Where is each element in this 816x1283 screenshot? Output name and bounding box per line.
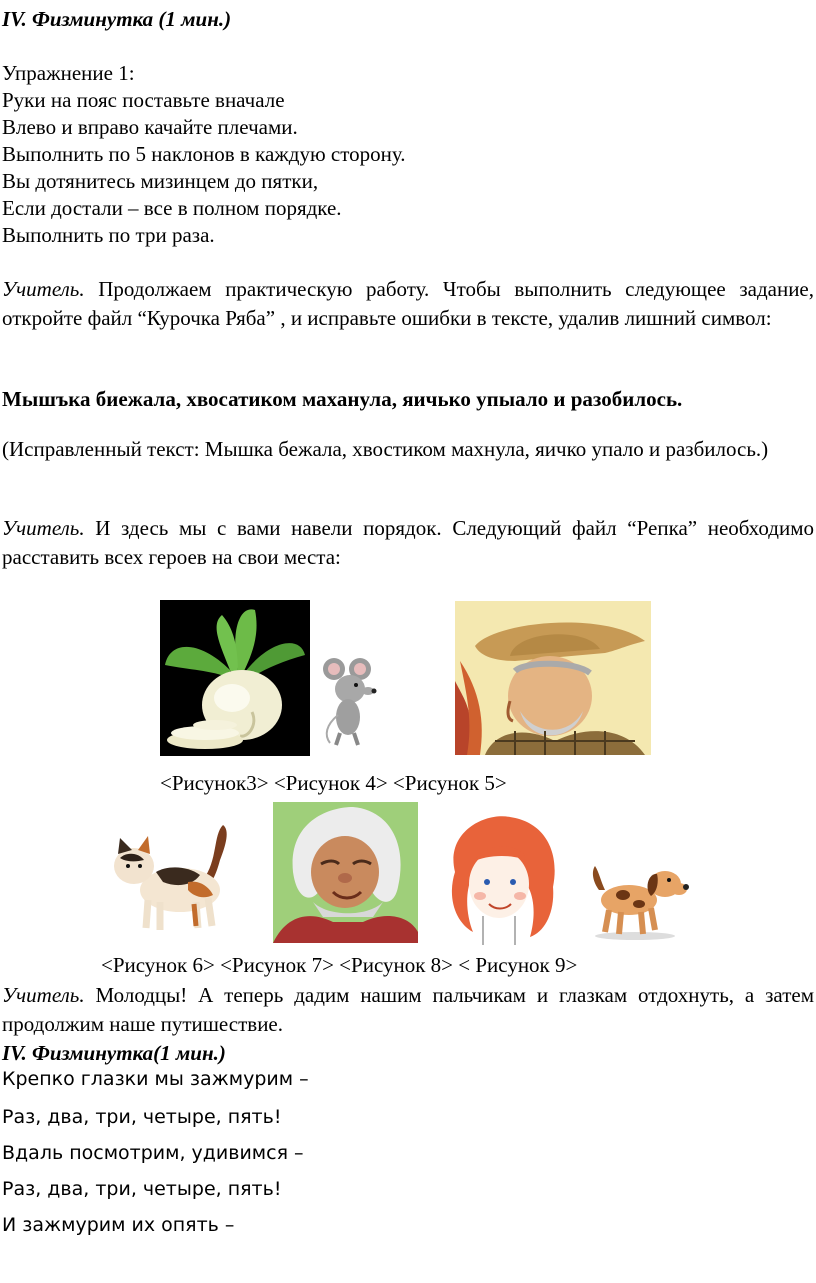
paragraph-text: Молодцы! А теперь дадим нашим пальчикам и глазкам отдохнуть, а затем продолжим наше путишествие. bbox=[2, 983, 814, 1036]
captions-row-2: <Рисунок 6> <Рисунок 7> <Рисунок 8> < Рисунок 9> bbox=[101, 953, 578, 977]
captions-row-1: <Рисунок3> <Рисунок 4> <Рисунок 5> bbox=[160, 771, 507, 795]
teacher-paragraph-2 bbox=[2, 514, 814, 572]
paragraph-text: Продолжаем практическую работу. Чтобы выполнить следующее задание, откройте файл “Курочка Ряба” , и исправьте ошибки в тексте, удалив лишний символ: bbox=[2, 277, 814, 330]
error-sentence: Мышъка биежала, хвосатиком маханула, яичько упыало и разобилось. bbox=[2, 387, 683, 411]
dog-picture bbox=[585, 862, 691, 940]
granddaughter-picture bbox=[425, 812, 575, 945]
section-heading-1: IV. Физминутка (1 мин.) bbox=[2, 7, 232, 31]
mouse-picture bbox=[318, 655, 380, 747]
poem-line: Раз, два, три, четыре, пять! bbox=[2, 1178, 282, 1200]
poem-line: Вдаль посмотрим, удивимся – bbox=[2, 1142, 304, 1164]
exercise-line: Если достали – все в полном порядке. bbox=[2, 196, 342, 220]
section-heading-2: IV. Физминутка(1 мин.) bbox=[2, 1041, 226, 1065]
exercise-title: Упражнение 1: bbox=[2, 61, 135, 85]
poem-line: И зажмурим их опять – bbox=[2, 1214, 235, 1236]
corrected-text: (Исправленный текст: Мышка бежала, хвостиком махнула, яичко упало и разбилось.) bbox=[2, 437, 769, 461]
cat-picture bbox=[108, 820, 234, 932]
poem-line: Раз, два, три, четыре, пять! bbox=[2, 1106, 282, 1128]
exercise-line: Выполнить по 5 наклонов в каждую сторону. bbox=[2, 142, 406, 166]
speaker-label: Учитель. bbox=[2, 516, 85, 540]
speaker-label: Учитель. bbox=[2, 983, 85, 1007]
exercise-line: Выполнить по три раза. bbox=[2, 223, 215, 247]
grandpa-picture bbox=[455, 601, 651, 755]
speaker-label: Учитель. bbox=[2, 277, 85, 301]
teacher-paragraph-1 bbox=[2, 275, 814, 333]
grandma-picture bbox=[273, 802, 418, 943]
poem-line: Крепко глазки мы зажмурим – bbox=[2, 1068, 309, 1090]
paragraph-text: И здесь мы с вами навели порядок. Следующий файл “Репка” необходимо расставить всех героев на свои места: bbox=[2, 516, 814, 569]
turnip-picture bbox=[160, 600, 310, 756]
exercise-line: Вы дотянитесь мизинцем до пятки, bbox=[2, 169, 319, 193]
teacher-paragraph-3 bbox=[2, 981, 814, 1039]
exercise-line: Руки на пояс поставьте вначале bbox=[2, 88, 285, 112]
exercise-line: Влево и вправо качайте плечами. bbox=[2, 115, 298, 139]
